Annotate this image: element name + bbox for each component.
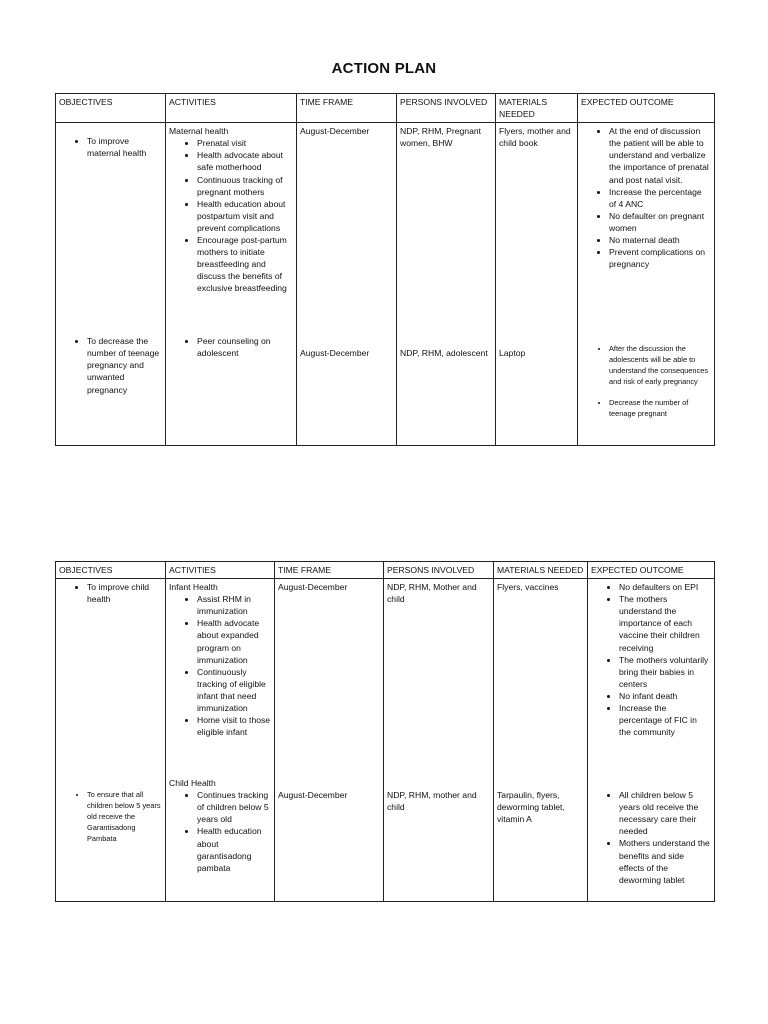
activity-item: • Health advocate about expanded program on immunization: [197, 617, 271, 665]
materials-cell: Flyers, mother and child book: [496, 123, 578, 326]
persons-cell: NDP, RHM, Pregnant women, BHW: [397, 123, 496, 326]
outcome-item: • Decrease the number of teenage pregnant: [609, 397, 711, 419]
header-activities: ACTIVITIES: [166, 94, 297, 123]
activity-item: • Continues tracking of children below 5 years old: [197, 789, 271, 825]
objective-item: • To improve maternal health: [87, 135, 162, 159]
time-frame-cell: August-December: [297, 123, 397, 326]
outcome-item: • Increase the percentage of FIC in the community: [619, 702, 711, 738]
action-plan-table-child: [55, 561, 715, 902]
header-expected-outcome: EXPECTED OUTCOME: [588, 562, 715, 579]
page-title: ACTION PLAN: [331, 60, 437, 77]
outcome-item: • The mothers understand the importance of each vaccine their children receiving: [619, 593, 711, 653]
header-time-frame: TIME FRAME: [297, 94, 397, 123]
activity-heading: Maternal health: [169, 126, 229, 137]
activities-cell: [166, 771, 275, 902]
table-header-row: [56, 562, 715, 579]
activity-item: • Continuous tracking of pregnant mothers: [197, 174, 293, 198]
activity-item: • Assist RHM in immunization: [197, 593, 271, 617]
table-row: [56, 123, 715, 326]
header-activities: ACTIVITIES: [166, 562, 275, 579]
outcome-item: • Increase the percentage of 4 ANC: [609, 186, 711, 210]
header-objectives: OBJECTIVES: [56, 562, 166, 579]
action-plan-table-maternal: [55, 93, 715, 446]
outcome-item: • After the discussion the adolescents will be able to understand the consequences and risk of early pregnancy: [609, 343, 711, 387]
outcome-item: • All children below 5 years old receive the necessary care their needed: [619, 789, 711, 837]
activities-cell: [166, 579, 275, 772]
outcome-item: • No infant death: [619, 690, 711, 702]
table-row: [56, 771, 715, 902]
outcome-cell: [578, 325, 715, 446]
outcome-item: • The mothers voluntarily bring their babies in centers: [619, 654, 711, 690]
header-time-frame: TIME FRAME: [275, 562, 384, 579]
outcome-item: • No maternal death: [609, 234, 711, 246]
materials-cell: Flyers, vaccines: [494, 579, 588, 772]
persons-cell: NDP, RHM, mother and child: [384, 771, 494, 902]
objective-item: • To improve child health: [87, 581, 162, 605]
activity-item: • Health education about garantisadong pambata: [197, 825, 271, 873]
activity-item: • Continuously tracking of eligible infant that need immunization: [197, 666, 271, 714]
activity-item: • Prenatal visit: [197, 137, 293, 149]
activity-heading: Infant Health: [169, 582, 218, 593]
materials-cell: Tarpaulin, flyers, deworming tablet, vitamin A: [494, 771, 588, 902]
header-persons-involved: PERSONS INVOLVED: [397, 94, 496, 123]
activity-heading: Child Health: [169, 778, 216, 789]
activities-cell: [166, 325, 297, 446]
objective-cell: [56, 771, 166, 902]
outcome-cell: [578, 123, 715, 326]
outcome-item: • At the end of discussion the patient will be able to understand and verbalize the importance of prenatal and post natal visit.: [609, 125, 711, 185]
objective-cell: [56, 579, 166, 772]
objective-cell: [56, 325, 166, 446]
table-header-row: [56, 94, 715, 123]
objective-cell: [56, 123, 166, 326]
outcome-item: • Prevent complications on pregnancy: [609, 246, 711, 270]
header-materials-needed: MATERIALS NEEDED: [496, 94, 578, 123]
materials-cell: Laptop: [496, 325, 578, 446]
objective-item: • To ensure that all children below 5 years old receive the Garantisadong Pambata: [87, 789, 162, 844]
table-row: [56, 325, 715, 446]
outcome-item: • No defaulter on pregnant women: [609, 210, 711, 234]
objective-item: • To decrease the number of teenage pregnancy and unwanted pregnancy: [87, 335, 162, 395]
outcome-item: • No defaulters on EPI: [619, 581, 711, 593]
persons-cell: NDP, RHM, Mother and child: [384, 579, 494, 772]
persons-cell: NDP, RHM, adolescent: [397, 325, 496, 446]
outcome-cell: [588, 771, 715, 902]
header-objectives: OBJECTIVES: [56, 94, 166, 123]
activity-item: • Home visit to those eligible infant: [197, 714, 271, 738]
time-frame-cell: August-December: [275, 771, 384, 902]
activity-item: • Health advocate about safe motherhood: [197, 149, 293, 173]
header-persons-involved: PERSONS INVOLVED: [384, 562, 494, 579]
activity-item: • Peer counseling on adolescent: [197, 335, 293, 359]
time-frame-cell: August-December: [297, 325, 397, 446]
header-expected-outcome: EXPECTED OUTCOME: [578, 94, 715, 123]
header-materials-needed: MATERIALS NEEDED: [494, 562, 588, 579]
outcome-cell: [588, 579, 715, 772]
table-row: [56, 579, 715, 772]
activity-item: • Encourage post-partum mothers to initiate breastfeeding and discuss the benefits of exclusive breastfeeding: [197, 234, 293, 294]
outcome-item: • Mothers understand the benefits and side effects of the deworming tablet: [619, 837, 711, 885]
activities-cell: [166, 123, 297, 326]
activity-item: • Health education about postpartum visit and prevent complications: [197, 198, 293, 234]
time-frame-cell: August-December: [275, 579, 384, 772]
